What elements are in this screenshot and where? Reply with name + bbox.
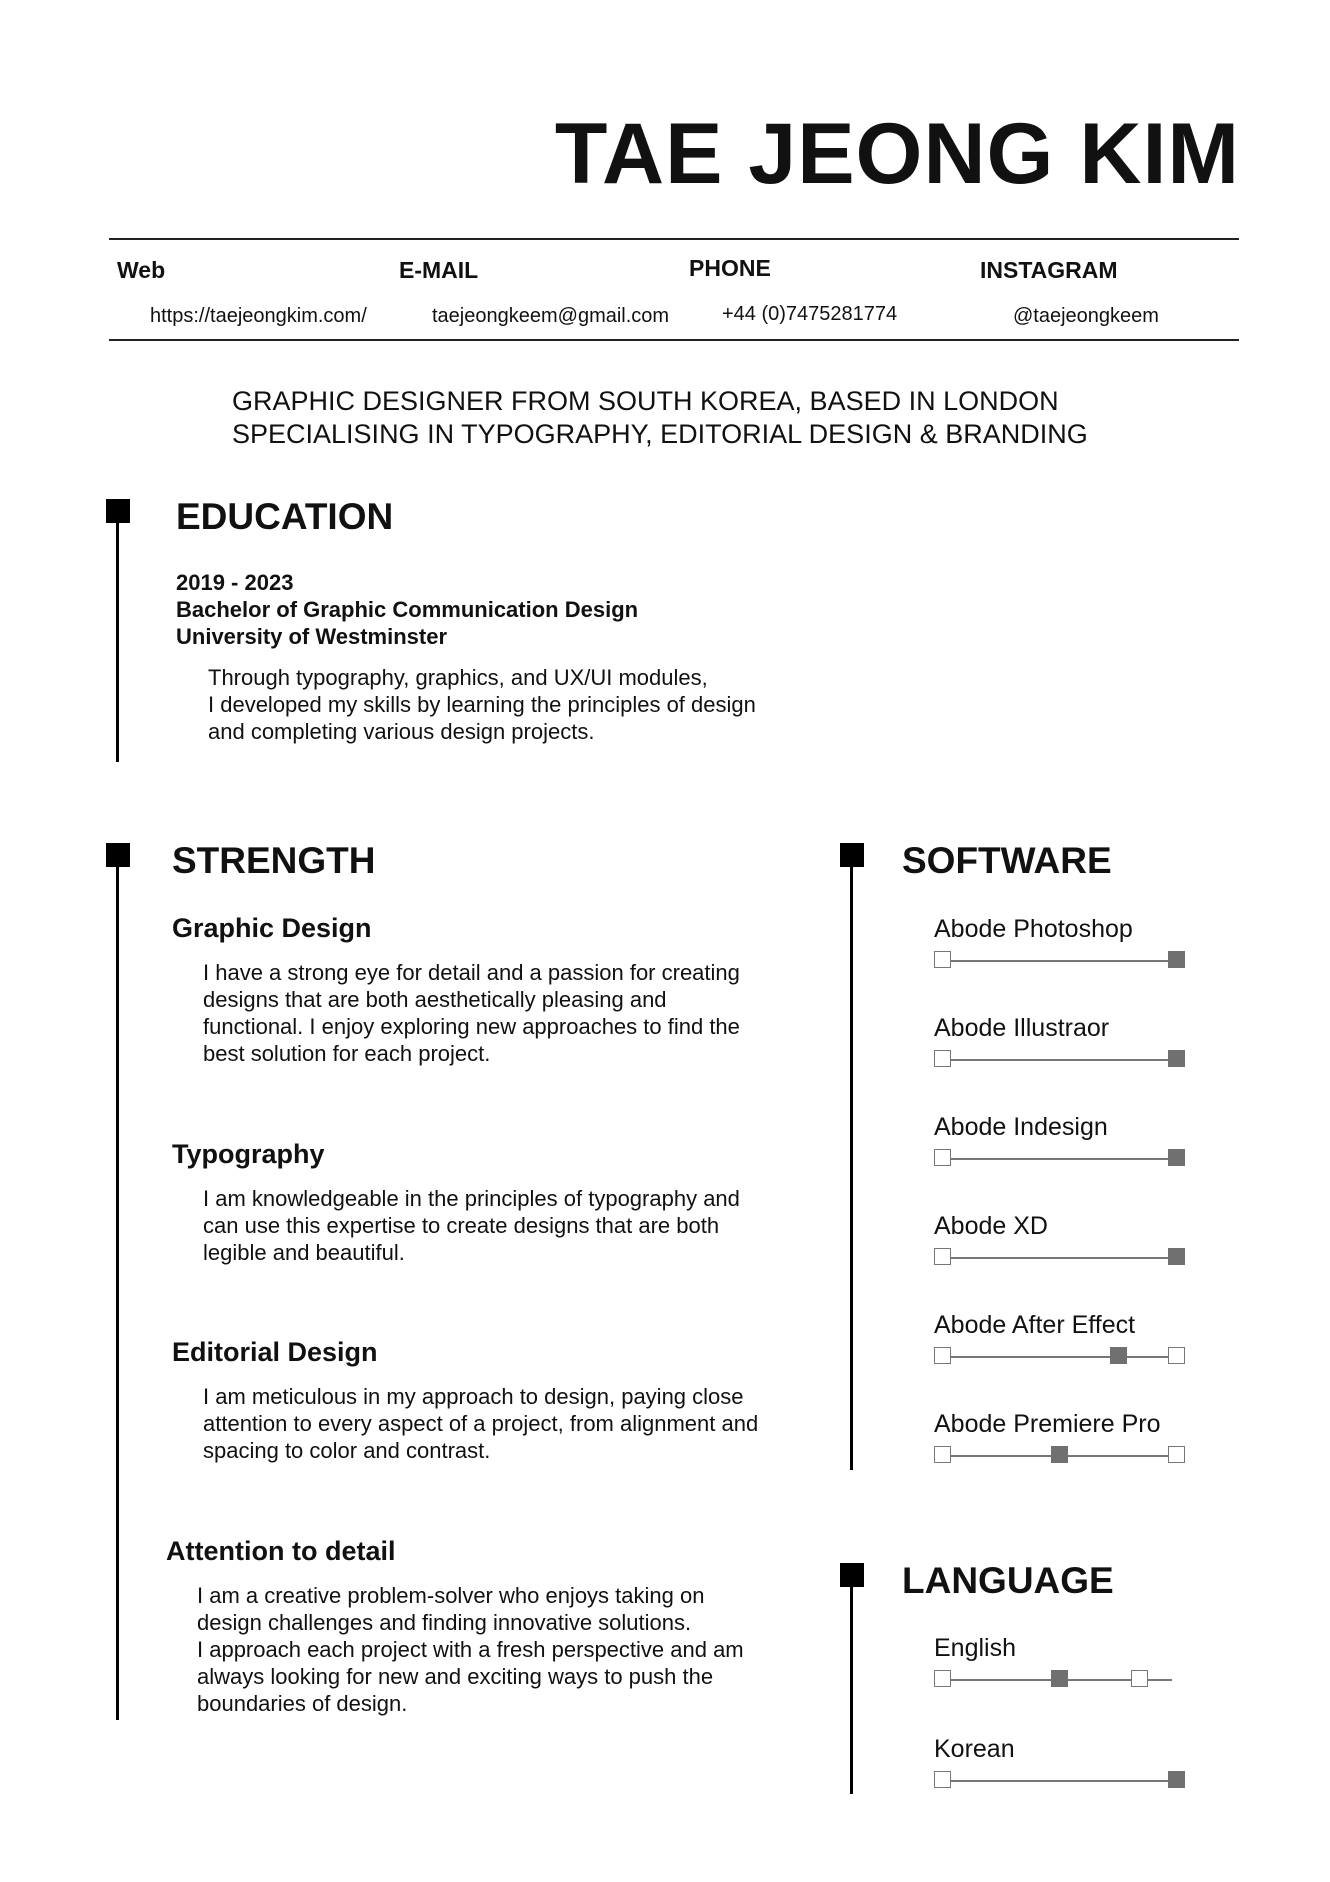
strength-heading: STRENGTH [172,840,376,881]
strength-item-title: Graphic Design [172,913,372,943]
strength-item-title: Typography [172,1139,325,1169]
education-details [176,569,638,650]
software-timeline-line [850,854,853,1470]
contact-label-instagram: INSTAGRAM [980,257,1118,283]
software-level-bar [934,1248,1184,1268]
level-start-marker [934,1050,951,1067]
language-heading: LANGUAGE [902,1560,1114,1601]
tagline [232,385,1088,451]
level-fill-marker [1168,1248,1185,1265]
strength-item-title: Editorial Design [172,1337,378,1367]
level-fill-marker [1168,1050,1185,1067]
strength-item-line: I have a strong eye for detail and a passion for creating [203,960,740,985]
software-level-bar [934,951,1184,971]
level-track [942,1158,1183,1160]
education-description-line: I developed my skills by learning the principles of design [208,692,756,717]
level-fill-marker [1110,1347,1127,1364]
strength-item-line: I approach each project with a fresh perspective and am [197,1637,744,1662]
software-level-bar [934,1446,1184,1466]
language-level-bar [934,1771,1184,1791]
strength-item-line: legible and beautiful. [203,1240,405,1265]
software-heading: SOFTWARE [902,840,1112,881]
education-description-line: and completing various design projects. [208,719,595,744]
level-start-marker [934,1446,951,1463]
tagline-line: SPECIALISING IN TYPOGRAPHY, EDITORIAL DESIGN & BRANDING [232,419,1088,449]
strength-item-text [203,959,740,1067]
level-end-marker [1168,1347,1185,1364]
contact-phone-value: +44 (0)7475281774 [722,303,898,325]
strength-item-line: design challenges and finding innovative solutions. [197,1610,692,1635]
software-name: Abode Premiere Pro [934,1410,1161,1438]
contact-divider [109,339,1239,341]
strength-item-line: always looking for new and exciting ways to push the [197,1664,714,1689]
strength-item-line: attention to every aspect of a project, from alignment and [203,1411,759,1436]
page-title: TAE JEONG KIM [554,106,1240,202]
strength-item-title: Attention to detail [166,1536,396,1566]
strength-item-line: I am meticulous in my approach to design, paying close [203,1384,744,1409]
software-level-bar [934,1149,1184,1169]
strength-item-line: I am a creative problem-solver who enjoys taking on [197,1583,705,1608]
level-fill-marker [1168,1149,1185,1166]
contact-label-email: E-MAIL [399,257,479,283]
education-years: 2019 - 2023 [176,570,294,595]
software-name: Abode XD [934,1212,1048,1240]
level-end-marker [1131,1670,1148,1687]
strength-item-line: designs that are both aesthetically pleasing and [203,987,667,1012]
level-fill-marker [1168,951,1185,968]
contact-instagram-link[interactable]: @taejeongkeem [1013,305,1159,327]
contact-label-phone: PHONE [689,255,771,281]
contact-label-web: Web [117,257,166,283]
software-name: Abode Photoshop [934,915,1133,943]
education-description [208,664,756,745]
strength-item-text [203,1383,758,1464]
level-track [942,960,1183,962]
education-heading: EDUCATION [176,496,394,537]
tagline-line: GRAPHIC DESIGNER FROM SOUTH KOREA, BASED IN LONDON [232,386,1059,416]
strength-timeline-line [116,854,119,1720]
software-name: Abode Illustraor [934,1014,1110,1042]
contact-web-link[interactable]: https://taejeongkim.com/ [150,305,367,327]
level-start-marker [934,1771,951,1788]
software-level-bar [934,1050,1184,1070]
language-name: English [934,1634,1016,1662]
education-school: University of Westminster [176,624,448,649]
software-level-bar [934,1347,1184,1367]
strength-item-line: functional. I enjoy exploring new approaches to find the [203,1014,740,1039]
contact-email-link[interactable]: taejeongkeem@gmail.com [432,305,670,327]
software-name: Abode After Effect [934,1311,1136,1339]
language-name: Korean [934,1735,1015,1763]
level-start-marker [934,1347,951,1364]
strength-item-line: boundaries of design. [197,1691,408,1716]
level-fill-marker [1051,1446,1068,1463]
education-description-line: Through typography, graphics, and UX/UI modules, [208,665,708,690]
strength-item-line: spacing to color and contrast. [203,1438,491,1463]
software-name: Abode Indesign [934,1113,1108,1141]
education-degree: Bachelor of Graphic Communication Design [176,597,639,622]
strength-item-text [203,1185,740,1266]
strength-item-line: I am knowledgeable in the principles of typography and [203,1186,740,1211]
top-divider [109,238,1239,240]
level-track [942,1780,1183,1782]
strength-item-line: best solution for each project. [203,1041,491,1066]
level-start-marker [934,1149,951,1166]
level-start-marker [934,951,951,968]
level-track [942,1059,1183,1061]
education-timeline-line [116,510,119,762]
language-level-bar [934,1670,1184,1690]
strength-item-text [197,1582,744,1717]
level-start-marker [934,1670,951,1687]
level-track [942,1356,1183,1358]
level-fill-marker [1051,1670,1068,1687]
strength-item-line: can use this expertise to create designs that are both [203,1213,720,1238]
level-track [942,1257,1183,1259]
language-timeline-line [850,1574,853,1794]
level-fill-marker [1168,1771,1185,1788]
level-end-marker [1168,1446,1185,1463]
level-start-marker [934,1248,951,1265]
